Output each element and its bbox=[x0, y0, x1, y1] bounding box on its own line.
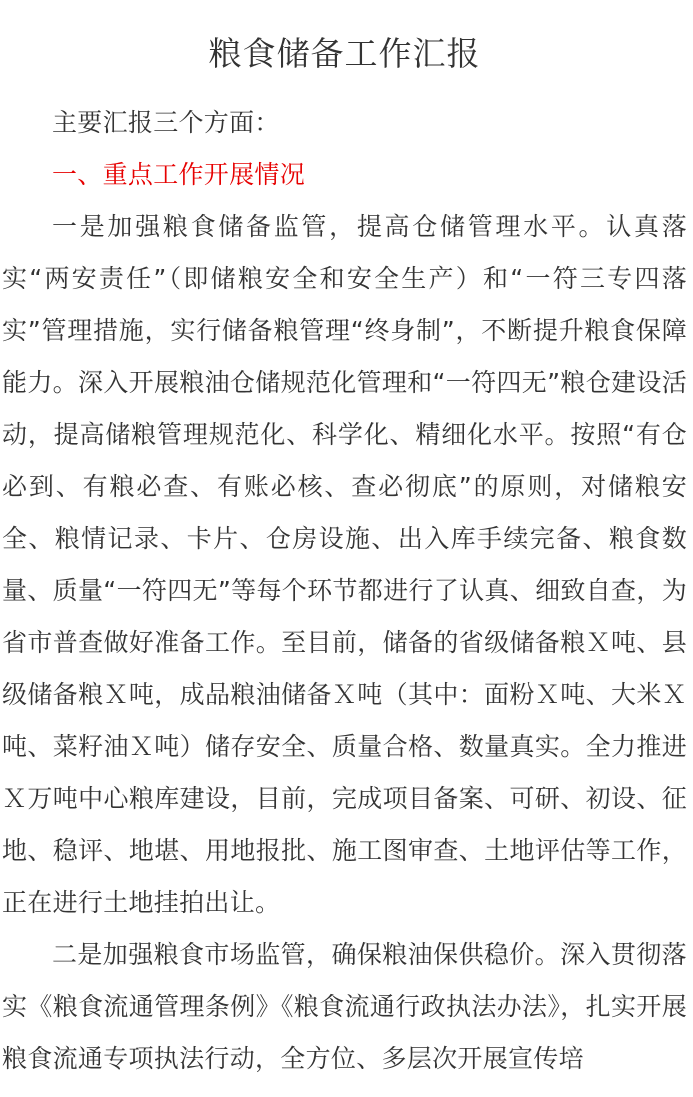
section-heading: 一、重点工作开展情况 bbox=[52, 160, 306, 189]
paragraph-market-supervision: 二是加强粮食市场监管，确保粮油保供稳价。深入贯彻落实《粮食流通管理条例》《粮食流通行政执法办法》，扎实开展粮食流通专项执法行动，全方位、多层次开展宣传培 bbox=[2, 940, 687, 1073]
document-title: 粮食储备工作汇报 bbox=[208, 34, 481, 73]
paragraph-storage-supervision: 一是加强粮食储备监管，提高仓储管理水平。认真落实“两安责任”（即储粮安全和安全生产）和“一符三专四落实”管理措施，实行储备粮管理“终身制”，不断提升粮食保障能力。深入开展粮油仓储规范化管理和“一符四无”粮仓建设活动，提高储粮管理规范化、科学化、精细化水平。按照“有仓必到、有粮必查、有账必核、查必彻底”的原则，对储粮安全、粮情记录、卡片、仓房设施、出入库手续完备、粮食数量、质量“一符四无”等每个环节都进行了认真、细致自查，为省市普查做好准备工作。至目前，储备的省级储备粮Ｘ吨、县级储备粮Ｘ吨，成品粮油储备Ｘ吨（其中：面粉Ｘ吨、大米Ｘ吨、菜籽油Ｘ吨）储存安全、质量合格、数量真实。全力推进Ｘ万吨中心粮库建设，目前，完成项目备案、可研、初设、征地、稳评、地堪、用地报批、施工图审查、土地评估等工作，正在进行土地挂拍出让。 bbox=[2, 212, 687, 917]
intro-paragraph: 主要汇报三个方面： bbox=[52, 108, 280, 137]
